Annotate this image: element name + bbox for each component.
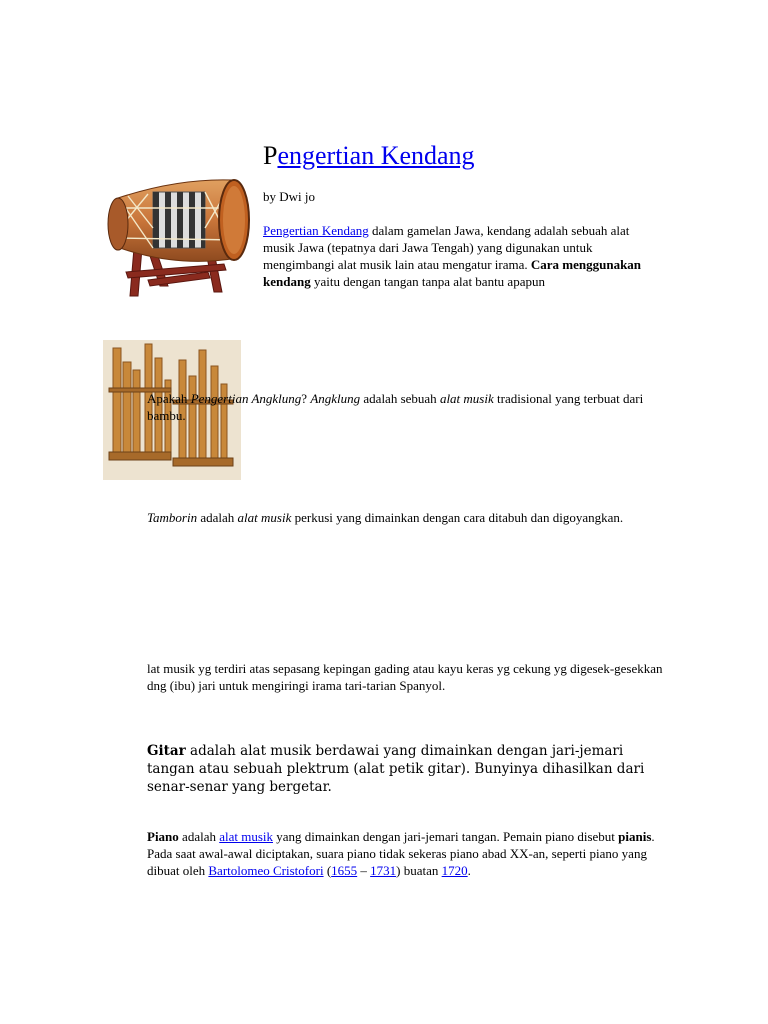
gitar-text: adalah alat musik berdawai yang dimainkan dengan jari-jemari tangan atau sebuah plektrum (alat petik gitar). Bunyinya dihasilkan dari senar-senar yang bergetar. (147, 743, 645, 795)
piano-t3: . (651, 829, 655, 844)
tamborin-i2: alat musik (237, 510, 292, 525)
tamborin-t2: perkusi yang dimainkan dengan cara ditabuh dan digoyangkan. (291, 510, 624, 525)
year-1731-link[interactable]: 1731 (370, 863, 397, 878)
piano-t2: yang dimainkan dengan jari-jemari tangan. Pemain piano disebut (273, 829, 619, 844)
title-initial: P (263, 141, 278, 170)
kendang-bold: Cara menggunakan kendang (263, 257, 642, 289)
title-link[interactable]: engertian Kendang (277, 141, 475, 170)
year-1720-link[interactable]: 1720 (441, 863, 468, 878)
piano-t1: adalah (178, 829, 220, 844)
kendang-link[interactable]: Pengertian Kendang (263, 223, 369, 238)
gitar-bold: Gitar (147, 743, 186, 759)
angklung-paragraph (147, 390, 647, 424)
piano-t6: – (357, 863, 371, 878)
alat-musik-link[interactable]: alat musik (219, 829, 274, 844)
kendang-text-1: dalam gamelan Jawa, kendang adalah sebuah alat musik Jawa (tepatnya dari Jawa Tengah) yang digunakan untuk mengimbangi alat musik lain atau mengatur irama. (263, 223, 630, 272)
kastanyet-paragraph: lat musik yg terdiri atas sepasang kepingan gading atau kayu keras yg cekung yg digesek-gesekkan dng (ibu) jari untuk mengiringi irama tari-tarian Spanyol. (147, 661, 663, 693)
piano-t4: Pada saat awal-awal diciptakan, suara piano tidak sekeras piano abad XX-an, seperti piano yang dibuat oleh (147, 846, 647, 878)
kendang-paragraph (263, 222, 663, 290)
piano-bold-1: Piano (147, 829, 179, 844)
tamborin-i1: Tamborin (147, 510, 198, 525)
cristofori-link[interactable]: Bartolomeo Cristofori (208, 863, 324, 878)
byline: by Dwi jo (263, 189, 315, 204)
tamborin-paragraph (147, 509, 647, 526)
angklung-i2: Angklung (310, 391, 361, 406)
year-1655-link[interactable]: 1655 (331, 863, 358, 878)
piano-t8: . (467, 863, 471, 878)
kendang-image (98, 168, 253, 300)
piano-t7: ) buatan (396, 863, 442, 878)
angklung-t1: Apakah (147, 391, 191, 406)
angklung-i3: alat musik (439, 391, 494, 406)
angklung-t3: adalah sebuah (360, 391, 440, 406)
tamborin-t1: adalah (197, 510, 238, 525)
kendang-text-2: yaitu dengan tangan tanpa alat bantu apapun (310, 274, 545, 289)
angklung-t4: tradisional yang terbuat dari bambu. (147, 391, 644, 423)
angklung-i1: Pengertian Angklung (190, 391, 302, 406)
piano-bold-2: pianis (618, 829, 652, 844)
page-title (263, 140, 475, 172)
piano-t5: ( (323, 863, 332, 878)
gitar-paragraph (147, 742, 667, 796)
piano-paragraph (147, 828, 667, 879)
angklung-t2: ? (301, 391, 311, 406)
